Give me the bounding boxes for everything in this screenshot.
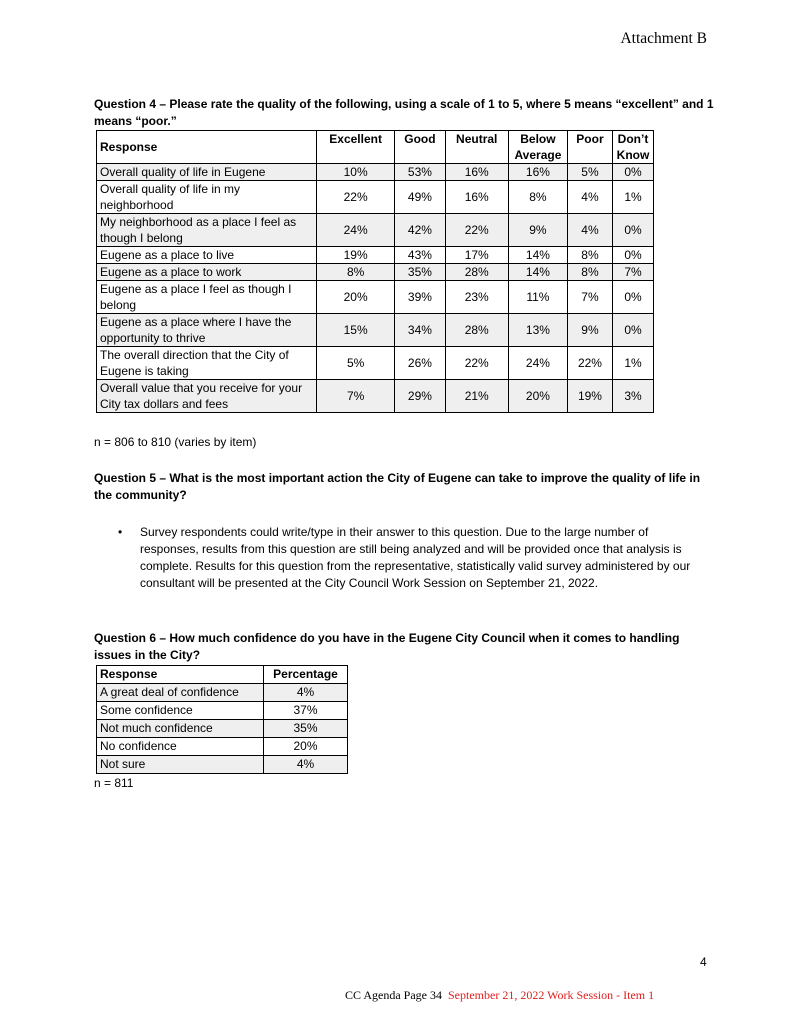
cell-value: 49% — [395, 181, 445, 214]
cell-value: 42% — [395, 214, 445, 247]
cell-value: 5% — [317, 347, 395, 380]
row-label: Eugene as a place where I have the opportunity to thrive — [97, 314, 317, 347]
cell-value: 9% — [508, 214, 567, 247]
footer — [345, 988, 654, 1003]
cell-value: 19% — [317, 247, 395, 264]
cell-value: 4% — [264, 684, 348, 702]
cell-value: 26% — [395, 347, 445, 380]
question-4-title: Question 4 – Please rate the quality of the following, using a scale of 1 to 5, where 5 means “excellent” and 1 means “poor.” — [94, 97, 714, 128]
row-label: Eugene as a place to live — [97, 247, 317, 264]
column-header: Percentage — [264, 666, 348, 684]
cell-value: 8% — [317, 264, 395, 281]
cell-value: 1% — [613, 347, 654, 380]
cell-value: 22% — [445, 347, 508, 380]
cell-value: 0% — [613, 281, 654, 314]
cell-value: 23% — [445, 281, 508, 314]
row-label: A great deal of confidence — [97, 684, 264, 702]
column-header: Below Average — [508, 131, 567, 164]
cell-value: 29% — [395, 380, 445, 413]
agenda-page-label: CC Agenda Page 34 — [345, 988, 442, 1002]
table-row — [97, 347, 654, 380]
table-row — [97, 181, 654, 214]
cell-value: 24% — [317, 214, 395, 247]
table-row — [97, 738, 348, 756]
cell-value: 7% — [317, 380, 395, 413]
row-label: Some confidence — [97, 702, 264, 720]
table-row — [97, 756, 348, 774]
column-header: Poor — [567, 131, 612, 164]
cell-value: 20% — [317, 281, 395, 314]
row-label: Overall quality of life in Eugene — [97, 164, 317, 181]
cell-value: 7% — [567, 281, 612, 314]
cell-value: 14% — [508, 264, 567, 281]
column-header: Response — [97, 131, 317, 164]
cell-value: 28% — [445, 314, 508, 347]
row-label: The overall direction that the City of Eugene is taking — [97, 347, 317, 380]
attachment-label: Attachment B — [620, 30, 707, 47]
row-label: No confidence — [97, 738, 264, 756]
cell-value: 43% — [395, 247, 445, 264]
table-header-row — [97, 666, 348, 684]
cell-value: 0% — [613, 214, 654, 247]
cell-value: 5% — [567, 164, 612, 181]
cell-value: 0% — [613, 247, 654, 264]
table-row — [97, 214, 654, 247]
cell-value: 39% — [395, 281, 445, 314]
cell-value: 16% — [508, 164, 567, 181]
question-4-table — [96, 130, 654, 413]
cell-value: 28% — [445, 264, 508, 281]
table-row — [97, 281, 654, 314]
cell-value: 4% — [264, 756, 348, 774]
question-6-table — [96, 665, 348, 774]
row-label: Overall value that you receive for your City tax dollars and fees — [97, 380, 317, 413]
cell-value: 9% — [567, 314, 612, 347]
question-6-title: Question 6 – How much confidence do you have in the Eugene City Council when it comes to handling issues in the City? — [94, 631, 680, 662]
table-row — [97, 164, 654, 181]
cell-value: 53% — [395, 164, 445, 181]
table-row — [97, 247, 654, 264]
cell-value: 20% — [264, 738, 348, 756]
row-label: Eugene as a place I feel as though I belong — [97, 281, 317, 314]
column-header: Good — [395, 131, 445, 164]
cell-value: 0% — [613, 164, 654, 181]
table-row — [97, 264, 654, 281]
question-5-bullet — [118, 524, 698, 592]
cell-value: 4% — [567, 181, 612, 214]
cell-value: 22% — [317, 181, 395, 214]
cell-value: 15% — [317, 314, 395, 347]
cell-value: 0% — [613, 314, 654, 347]
column-header: Neutral — [445, 131, 508, 164]
table-row — [97, 684, 348, 702]
bullet-text: Survey respondents could write/type in their answer to this question. Due to the large number of responses, results from this question are still being analyzed and will be provided once that analysis is complete. Results for this question from the representative, statistically valid survey administered by our consultant will be presented at the City Council Work Session on September 21, 2022. — [140, 525, 691, 590]
cell-value: 17% — [445, 247, 508, 264]
row-label: My neighborhood as a place I feel as though I belong — [97, 214, 317, 247]
cell-value: 21% — [445, 380, 508, 413]
table-row — [97, 380, 654, 413]
cell-value: 11% — [508, 281, 567, 314]
table-row — [97, 314, 654, 347]
table-header-row — [97, 131, 654, 164]
cell-value: 24% — [508, 347, 567, 380]
cell-value: 7% — [613, 264, 654, 281]
cell-value: 3% — [613, 380, 654, 413]
cell-value: 22% — [567, 347, 612, 380]
cell-value: 1% — [613, 181, 654, 214]
cell-value: 14% — [508, 247, 567, 264]
row-label: Not much confidence — [97, 720, 264, 738]
column-header: Don’t Know — [613, 131, 654, 164]
cell-value: 16% — [445, 164, 508, 181]
cell-value: 20% — [508, 380, 567, 413]
cell-value: 16% — [445, 181, 508, 214]
question-4-sample-size: n = 806 to 810 (varies by item) — [94, 435, 257, 449]
cell-value: 19% — [567, 380, 612, 413]
cell-value: 34% — [395, 314, 445, 347]
cell-value: 13% — [508, 314, 567, 347]
row-label: Not sure — [97, 756, 264, 774]
page-number: 4 — [700, 955, 707, 969]
cell-value: 8% — [567, 264, 612, 281]
table-row — [97, 720, 348, 738]
session-label: September 21, 2022 Work Session - Item 1 — [448, 988, 655, 1002]
table-row — [97, 702, 348, 720]
column-header: Excellent — [317, 131, 395, 164]
cell-value: 8% — [508, 181, 567, 214]
column-header: Response — [97, 666, 264, 684]
cell-value: 22% — [445, 214, 508, 247]
cell-value: 4% — [567, 214, 612, 247]
row-label: Eugene as a place to work — [97, 264, 317, 281]
cell-value: 8% — [567, 247, 612, 264]
row-label: Overall quality of life in my neighborhood — [97, 181, 317, 214]
cell-value: 35% — [395, 264, 445, 281]
cell-value: 37% — [264, 702, 348, 720]
bullet-icon: • — [118, 525, 123, 539]
cell-value: 10% — [317, 164, 395, 181]
question-5-title: Question 5 – What is the most important action the City of Eugene can take to improve the quality of life in the community? — [94, 471, 701, 502]
cell-value: 35% — [264, 720, 348, 738]
question-6-sample-size: n = 811 — [94, 776, 134, 790]
